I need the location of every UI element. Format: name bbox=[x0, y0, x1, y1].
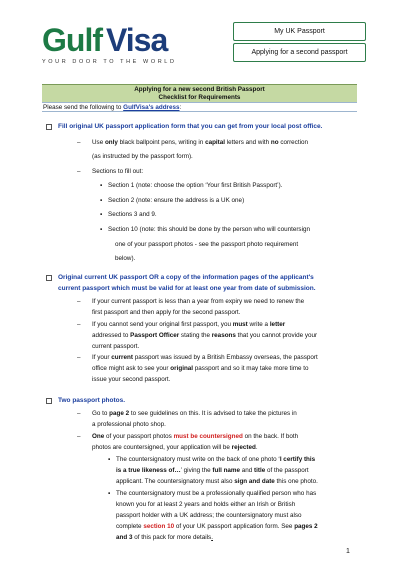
dash-bullet: – bbox=[77, 354, 81, 361]
checkbox-current-passport[interactable] bbox=[46, 275, 52, 281]
dash-bullet: – bbox=[77, 433, 81, 440]
instruction-prefix: Please send the following to bbox=[43, 104, 124, 111]
instruction-line bbox=[42, 102, 357, 112]
logo-gulf-text: Gulf bbox=[42, 22, 102, 58]
second-passport-button[interactable]: Applying for a second passport bbox=[233, 43, 366, 62]
logo-tagline: YOUR DOOR TO THE WORLD bbox=[42, 59, 177, 65]
page-number: 1 bbox=[346, 548, 350, 555]
square-bullet: ▪ bbox=[108, 490, 111, 497]
sub-item-continued: passport holder with a UK address; the countersignatory must also bbox=[116, 512, 302, 519]
list-item: Use only black ballpoint pens, writing in capital letters and with no correction bbox=[92, 139, 308, 146]
list-item-continued: (as instructed by the passport form). bbox=[92, 153, 193, 160]
page-subtitle: Checklist for Requirements bbox=[158, 94, 241, 101]
list-item-continued: first passport and then apply for the second passport. bbox=[92, 309, 241, 316]
page-title: Applying for a new second British Passport bbox=[134, 86, 265, 93]
dash-bullet: – bbox=[77, 168, 81, 175]
square-bullet: ▪ bbox=[100, 226, 103, 233]
dash-bullet: – bbox=[77, 410, 81, 417]
sub-item-continued: is a true likeness of…’ giving the full name and title of the passport bbox=[116, 467, 309, 474]
sub-item: The countersignatory must write on the back of one photo ‘I certify this bbox=[116, 456, 316, 463]
checkbox-passport-photos[interactable] bbox=[46, 398, 52, 404]
sub-item: Section 10 (note: this should be done by the person who will countersign bbox=[108, 226, 310, 233]
sub-item: Sections 3 and 9. bbox=[108, 211, 157, 218]
title-band bbox=[42, 84, 357, 102]
square-bullet: ▪ bbox=[100, 182, 103, 189]
section-passport-photos-title: Two passport photos. bbox=[58, 397, 126, 404]
square-bullet: ▪ bbox=[100, 197, 103, 204]
list-item: If you cannot send your original first passport, you must write a letter bbox=[92, 321, 286, 328]
list-item: If your current passport is less than a year from expiry we need to renew the bbox=[92, 298, 305, 305]
list-item-continued: a professional photo shop. bbox=[92, 421, 166, 428]
square-bullet: ▪ bbox=[108, 456, 111, 463]
logo-visa-text: Visa bbox=[105, 22, 168, 58]
sub-item-continued: applicant. The countersignatory must also sign and date this one photo. bbox=[116, 478, 318, 485]
sub-item: The countersignatory must be a professionally qualified person who has bbox=[116, 490, 317, 497]
sub-item-continued: below). bbox=[115, 255, 136, 262]
list-item-continued: photos are countersigned, your application will be rejected. bbox=[92, 444, 258, 451]
gulfvisa-logo[interactable] bbox=[42, 22, 192, 65]
list-item-continued: office might ask to see your original passport and so it may take more time to bbox=[92, 365, 309, 372]
sub-item: Section 1 (note: choose the option ‘Your first British Passport’). bbox=[108, 182, 283, 189]
sub-item-continued: known you for at least 2 years and holds either an Irish or British bbox=[116, 501, 296, 508]
list-item: Go to page 2 to see guidelines on this. It is advised to take the pictures in bbox=[92, 410, 297, 417]
section-current-passport-title-line2: current passport which must be valid for at least one year from date of submission. bbox=[58, 285, 316, 292]
list-item-continued: issue your second passport. bbox=[92, 376, 171, 383]
sub-item-continued: one of your passport photos - see the passport photo requirement bbox=[115, 241, 299, 248]
list-item: If your current passport was issued by a British Embassy overseas, the passport bbox=[92, 354, 318, 361]
square-bullet: ▪ bbox=[100, 211, 103, 218]
sub-item-continued: complete section 10 of your UK passport application form. See pages 2 bbox=[116, 523, 318, 530]
dash-bullet: – bbox=[77, 139, 81, 146]
section-application-form-title: Fill original UK passport application form that you can get from your local post office. bbox=[58, 123, 323, 130]
sub-item: Section 2 (note: ensure the address is a UK one) bbox=[108, 197, 245, 204]
instruction-suffix: : bbox=[179, 104, 182, 111]
list-item: One of your passport photos must be countersigned on the back. If both bbox=[92, 433, 299, 440]
gulfvisa-address-link[interactable]: GulfVisa's address bbox=[123, 104, 180, 111]
list-item-continued: current passport. bbox=[92, 343, 140, 350]
sub-item-continued: and 3 of this pack for more details. bbox=[116, 534, 213, 541]
list-item: Sections to fill out: bbox=[92, 168, 144, 175]
section-current-passport-title: Original current UK passport OR a copy of the information pages of the applicant's bbox=[58, 274, 314, 281]
my-uk-passport-button[interactable]: My UK Passport bbox=[233, 22, 366, 41]
checkbox-application-form[interactable] bbox=[46, 124, 52, 130]
dash-bullet: – bbox=[77, 298, 81, 305]
list-item-continued: addressed to Passport Officer stating the reasons that you cannot provide your bbox=[92, 332, 318, 339]
dash-bullet: – bbox=[77, 321, 81, 328]
